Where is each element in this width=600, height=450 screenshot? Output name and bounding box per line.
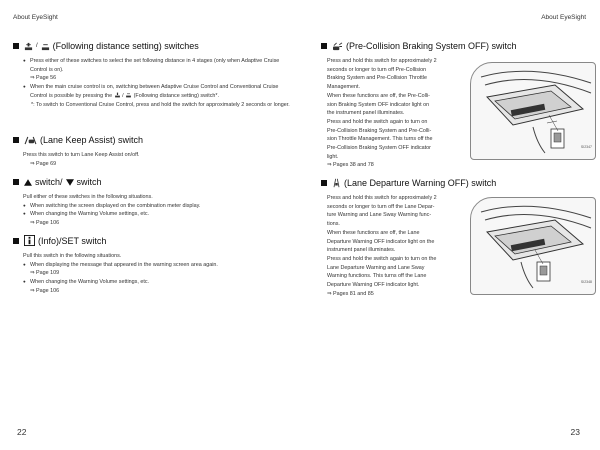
updown-title: switch <box>76 177 102 187</box>
following-distance-heading: / (Following distance setting) switches <box>13 41 293 51</box>
following-distance-minus-icon <box>41 42 50 51</box>
ldw-line: Press and hold this switch for approximately 2 <box>327 195 437 201</box>
ldw-line: ture Warning and Lane Sway Warning func- <box>327 212 432 219</box>
lane-keep-title: (Lane Keep Assist) switch <box>40 135 144 145</box>
pcb-line: the instrument panel illuminates. <box>327 110 405 117</box>
following-distance-plus-icon <box>24 42 33 51</box>
pcb-line: Braking System and Pre-Collision Throttle <box>327 75 427 82</box>
heading-square-icon <box>13 137 19 143</box>
updown-heading: switch/ switch <box>13 177 293 187</box>
pcb-line: seconds or longer to turn off Pre-Collision <box>327 66 427 73</box>
figure-code-pcb: SI2347 <box>580 145 592 149</box>
ldw-line: When these functions are off, the Lane <box>327 229 420 236</box>
ldw-line: Lane Departure Warning and Lane Sway <box>327 264 425 271</box>
pcb-line: sion Throttle Management. This turns off the <box>327 136 433 143</box>
lane-departure-switch-figure <box>470 197 596 295</box>
updown-ref[interactable]: ⇒ Page 106 <box>30 220 60 227</box>
lane-keep-heading <box>13 135 293 145</box>
running-head-left: About EyeSight <box>13 14 58 21</box>
page-number-right: 23 <box>570 427 580 437</box>
overhead-console-illustration <box>471 63 595 159</box>
lane-keep-ref[interactable]: ⇒ Page 69 <box>30 160 57 167</box>
right-page <box>300 0 600 450</box>
following-ref-1[interactable]: ⇒ Page 56 <box>30 75 57 82</box>
lane-keep-icon <box>24 136 37 145</box>
ldw-line: tions. <box>327 221 340 228</box>
ldw-ref[interactable]: ⇒ Pages 81 and 85 <box>327 290 374 297</box>
overhead-console-illustration <box>471 198 595 294</box>
pre-collision-title: (Pre-Collision Braking System OFF) switch <box>346 41 517 51</box>
heading-square-icon <box>321 180 327 186</box>
updown-switch-section <box>13 177 293 228</box>
ldw-line: seconds or longer to turn off the Lane Depar- <box>327 203 435 210</box>
pcb-line: Press and hold the switch again to turn on <box>327 118 428 125</box>
updown-bullet-1: ● When switching the screen displayed on the combination meter display. <box>23 202 293 211</box>
pcb-line: When these functions are off, the Pre-Colli- <box>327 92 430 99</box>
ldw-line: instrument panel illuminates. <box>327 247 396 254</box>
pcb-line: Pre-Collision Braking System and Pre-Colli- <box>327 127 432 134</box>
inline-minus-icon <box>125 93 134 99</box>
info-intro: Pull this switch in the following situations. <box>23 253 122 259</box>
page-number-left: 22 <box>17 427 27 437</box>
pcb-line: Pre-Collision Braking System OFF indicator <box>327 145 431 152</box>
following-distance-title: (Following distance setting) switches <box>52 41 199 51</box>
lane-departure-heading <box>321 178 596 188</box>
info-set-heading <box>13 235 293 246</box>
heading-square-icon <box>13 179 19 185</box>
info-set-section <box>13 235 293 296</box>
pcb-line: Press and hold this switch for approximately 2 <box>327 58 437 64</box>
following-bullet-1: ● Press either of these switches to select the set following distance in 4 stages (only when Adaptive Cruise Control is on). <box>23 57 293 74</box>
info-ref-2[interactable]: ⇒ Page 106 <box>30 287 60 294</box>
ldw-line: Departure Warning OFF indicator light. <box>327 282 420 289</box>
pre-collision-switch-figure <box>470 62 596 160</box>
heading-square-icon <box>13 238 19 244</box>
heading-square-icon <box>321 43 327 49</box>
up-triangle-icon <box>24 179 32 186</box>
pcb-line: light. <box>327 153 339 160</box>
lane-departure-title: (Lane Departure Warning OFF) switch <box>344 178 497 188</box>
heading-square-icon <box>13 43 19 49</box>
figure-code-ldw: SI2348 <box>580 280 592 284</box>
following-bullet-2: ● When the main cruise control is on, switching between Adaptive Cruise Control and Conventional Cruise Control is possible by pressing the / (Following distance setting) switch*. <box>23 83 293 100</box>
pcb-ref[interactable]: ⇒ Pages 38 and 78 <box>327 162 374 169</box>
ldw-line: Press and hold the switch again to turn on the <box>327 255 437 262</box>
info-bullet-2: ● When changing the Warning Volume settings, etc. <box>23 278 293 287</box>
following-distance-section <box>13 41 293 109</box>
updown-intro: Pull either of these switches in the following situations. <box>23 194 153 200</box>
pcb-line: Management. <box>327 84 360 91</box>
down-triangle-icon <box>66 179 74 186</box>
inline-plus-icon <box>114 93 123 99</box>
pre-collision-off-icon <box>332 42 343 51</box>
lane-keep-text: Press this switch to turn Lane Keep Assist on/off. <box>23 152 140 158</box>
lane-keep-section <box>13 135 293 168</box>
running-head-right: About EyeSight <box>541 14 586 21</box>
info-icon <box>24 235 35 246</box>
info-bullet-1: ● When displaying the message that appeared in the warning screen area again. <box>23 261 293 270</box>
info-ref-1[interactable]: ⇒ Page 109 <box>30 270 60 277</box>
following-note: *: To switch to Conventional Cruise Control, press and hold the switch for approximately 2 seconds or longer. <box>31 101 290 108</box>
ldw-line: Departure Warning OFF indicator light on the <box>327 238 435 245</box>
ldw-line: Warning functions. This turns off the Lane <box>327 273 427 280</box>
pcb-line: sion Braking System OFF indicator light on <box>327 101 430 108</box>
info-set-title: (Info)/SET switch <box>38 235 107 246</box>
updown-bullet-2: ● When changing the Warning Volume settings, etc. <box>23 210 293 219</box>
pre-collision-heading <box>321 41 596 51</box>
lane-departure-off-icon <box>332 178 341 188</box>
